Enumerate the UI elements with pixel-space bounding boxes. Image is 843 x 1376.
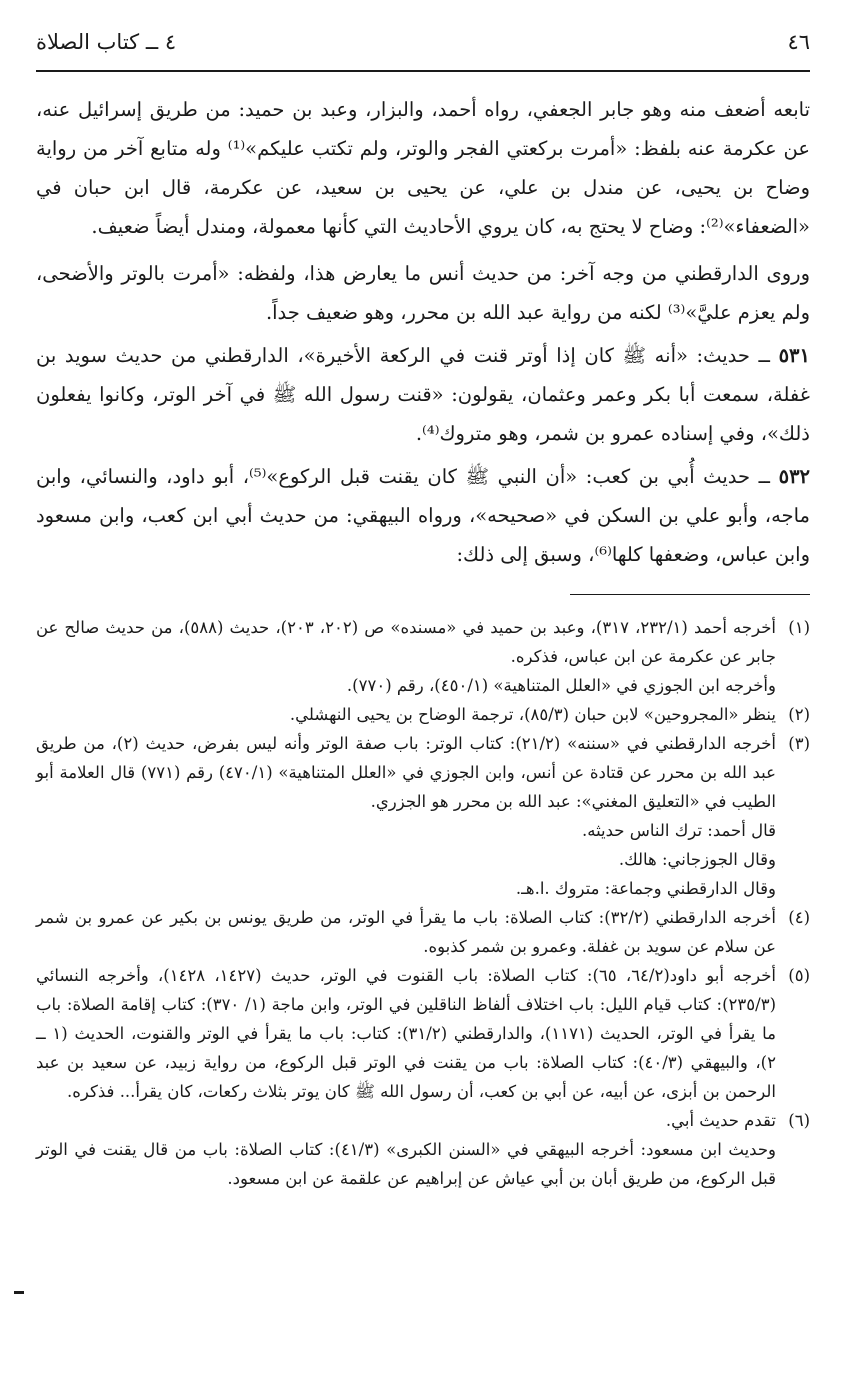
- footnote-number: (٢): [788, 705, 810, 724]
- footnote-text: أخرجه أبو داود(٦٤/٢، ٦٥): كتاب الصلاة: باب القنوت في الوتر، حديث (١٤٢٧، ١٤٢٨)، وأخرجه النسائي (٢٣٥/٣): كتاب قيام الليل: باب اختلاف ألفاظ الناقلين في الوتر، وابن ماجة (١/ ٣٧٠): كتاب إقامة الصلاة: باب ما يقرأ في الوتر، الحديث (١١٧١)، والدارقطني (٣١/٢): كتاب: باب ما يقرأ في الوتر والقنوت، الحديث (١ ــ ٢)، والبيهقي (٤٠/٣): كتاب الصلاة: باب من يقنت في الوتر قبل الركوع، من رواية زبيد، عن سعيد بن عبد الرحمن بن أبزى، عن أبيه، عن أبي بن كعب، أن رسول الله ﷺ كان يوتر بثلاث ركعات، كان يقرأ... فذكره.: [36, 966, 777, 1101]
- hadith-number-532: ٥٣٢: [778, 465, 811, 488]
- page: [36, 30, 810, 1193]
- footnote-5: [36, 961, 810, 1106]
- hadith-number-531: ٥٣١: [778, 344, 810, 367]
- hadith-531-text: ــ حديث: «أنه ﷺ كان إذا أوتر قنت في الركعة الأخيرة»، الدارقطني من حديث سويد بن غفلة، سمعت أبا بكر وعمر وعثمان، يقولون: «قنت رسول الله ﷺ في آخر الوتر، وكانوا يفعلون ذلك»، وفي إسناده عمرو بن شمر، وهو متروك⁽⁴⁾.: [36, 344, 810, 445]
- footnote-number: (١): [788, 618, 810, 637]
- footnote-3-line-b: قال أحمد: ترك الناس حديثه.: [581, 821, 776, 840]
- running-header: [36, 30, 810, 72]
- paragraph-532: [36, 457, 810, 574]
- footnote-number: (٣): [788, 734, 810, 753]
- footnote-text: أخرجه الدارقطني في «سننه» (٢١/٢): كتاب الوتر: باب صفة الوتر وأنه ليس بفرض، حديث (٢)، من طريق عبد الله بن محرر عن قتادة عن أنس، وابن الجوزي في «العلل المتناهية» (٤٧٠/١) رقم (٧٧١) قال العلامة أبو الطيب في «التعليق المغني»: عبد الله بن محرر هو الجزري.: [36, 734, 777, 811]
- page-number: ٤٦: [787, 30, 810, 54]
- footnote-text: أخرجه أحمد (٢٣٢/١، ٣١٧)، وعبد بن حميد في «مسنده» ص (٢٠٢، ٢٠٣)، حديث (٥٨٨)، من حديث صالح عن جابر عن عكرمة عن ابن عباس، فذكره.: [36, 618, 776, 666]
- footnote-number: (٦): [788, 1111, 810, 1130]
- paragraph-531: [36, 336, 810, 453]
- footnote-6-continuation: وحديث ابن مسعود: أخرجه البيهقي في «السنن الكبرى» (٤١/٣): كتاب الصلاة: باب من قال يقنت في الوتر قبل الركوع، من طريق أبان بن أبي عياش عن إبراهيم عن علقمة عن ابن مسعود.: [36, 1140, 776, 1188]
- footnote-2: [36, 700, 810, 729]
- footnote-1-continuation: وأخرجه ابن الجوزي في «العلل المتناهية» (٤٥٠/١)، رقم (٧٧٠).: [346, 676, 776, 695]
- footnotes: [36, 613, 810, 1193]
- footnote-1: [36, 613, 810, 671]
- paragraph-1: تابعه أضعف منه وهو جابر الجعفي، رواه أحمد، والبزار، وعبد بن حميد: من طريق إسرائيل عنه، عن عكرمة عنه بلفظ: «أمرت بركعتي الفجر والوتر، ولم تكتب عليكم»⁽¹⁾ وله متابع آخر من رواية وضاح بن يحيى، عن مندل بن علي، عن يحيى بن سعيد، عن عكرمة، قال ابن حبان في «الضعفاء»⁽²⁾: وضاح لا يحتج به، كان يروي الأحاديث التي كأنها معمولة، ومندل أيضاً ضعيف.: [36, 98, 810, 238]
- footnote-3-line-d: وقال الدارقطني وجماعة: متروك .ا.هـ.: [515, 879, 776, 898]
- footnote-number: (٤): [788, 908, 810, 927]
- paragraph-2: وروى الدارقطني من وجه آخر: من حديث أنس ما يعارض هذا، ولفظه: «أمرت بالوتر والأضحى، ولم يعزم عليَّ»⁽³⁾ لكنه من رواية عبد الله بن محرر، وهو ضعيف جداً.: [36, 262, 810, 324]
- footnote-text: ينظر «المجروحين» لابن حبان (٨٥/٣)، ترجمة الوضاح بن يحيى النهشلي.: [289, 705, 776, 724]
- footnote-3: [36, 729, 810, 816]
- hadith-532-text: ــ حديث أُبي بن كعب: «أن النبي ﷺ كان يقنت قبل الركوع»⁽⁵⁾، أبو داود، والنسائي، وابن ماجه، وأبو علي بن السكن في «صحيحه»، ورواه البيهقي: من حديث أبي ابن كعب، وابن مسعود وابن عباس، وضعفها كلها⁽⁶⁾، وسبق إلى ذلك:: [36, 465, 810, 566]
- footnote-number: (٥): [788, 966, 810, 985]
- chapter-title: ٤ ــ كتاب الصلاة: [36, 30, 177, 54]
- footnote-text: تقدم حديث أبي.: [665, 1111, 776, 1130]
- footnote-4: [36, 903, 810, 961]
- margin-mark: [14, 1291, 24, 1294]
- footnote-3-line-c: وقال الجوزجاني: هالك.: [618, 850, 776, 869]
- main-text: [36, 90, 810, 574]
- footnote-separator: [570, 594, 810, 595]
- footnote-6: [36, 1106, 810, 1135]
- footnote-text: أخرجه الدارقطني (٣٢/٢): كتاب الصلاة: باب ما يقرأ في الوتر، من طريق يونس بن بكير عن عمرو بن شمر عن سلام عن سويد بن غفلة. وعمرو بن شمر كذبوه.: [36, 908, 776, 956]
